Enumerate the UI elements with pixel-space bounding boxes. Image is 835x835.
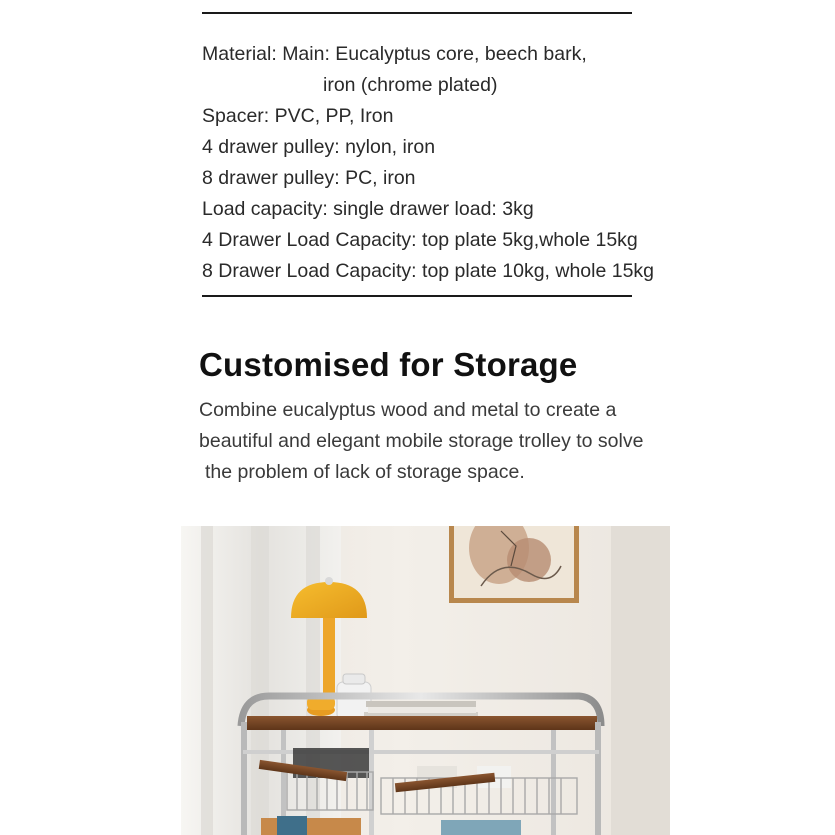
spec-4-drawer-load: 4 Drawer Load Capacity: top plate 5kg,whole 15kg <box>202 229 638 251</box>
body-line-3: the problem of lack of storage space. <box>205 461 525 483</box>
spec-4-drawer-pulley: 4 drawer pulley: nylon, iron <box>202 136 436 158</box>
product-photo <box>181 526 670 835</box>
framed-abstract-art-icon <box>449 526 579 603</box>
spec-load-capacity: Load capacity: single drawer load: 3kg <box>202 198 534 220</box>
spec-8-drawer-load: 8 Drawer Load Capacity: top plate 10kg, whole 15kg <box>202 260 655 282</box>
body-line-1: Combine eucalyptus wood and metal to create a <box>199 399 617 421</box>
top-divider <box>202 12 632 14</box>
section-title: Customised for Storage <box>199 346 578 383</box>
spec-material: Material: Main: Eucalyptus core, beech bark, <box>202 43 587 65</box>
spec-8-drawer-pulley: 8 drawer pulley: PC, iron <box>202 167 416 189</box>
body-line-2: beautiful and elegant mobile storage trolley to solve <box>199 430 644 452</box>
spec-spacer: Spacer: PVC, PP, Iron <box>202 105 394 127</box>
bottom-divider <box>202 295 632 297</box>
spec-material-cont: iron (chrome plated) <box>323 74 498 96</box>
